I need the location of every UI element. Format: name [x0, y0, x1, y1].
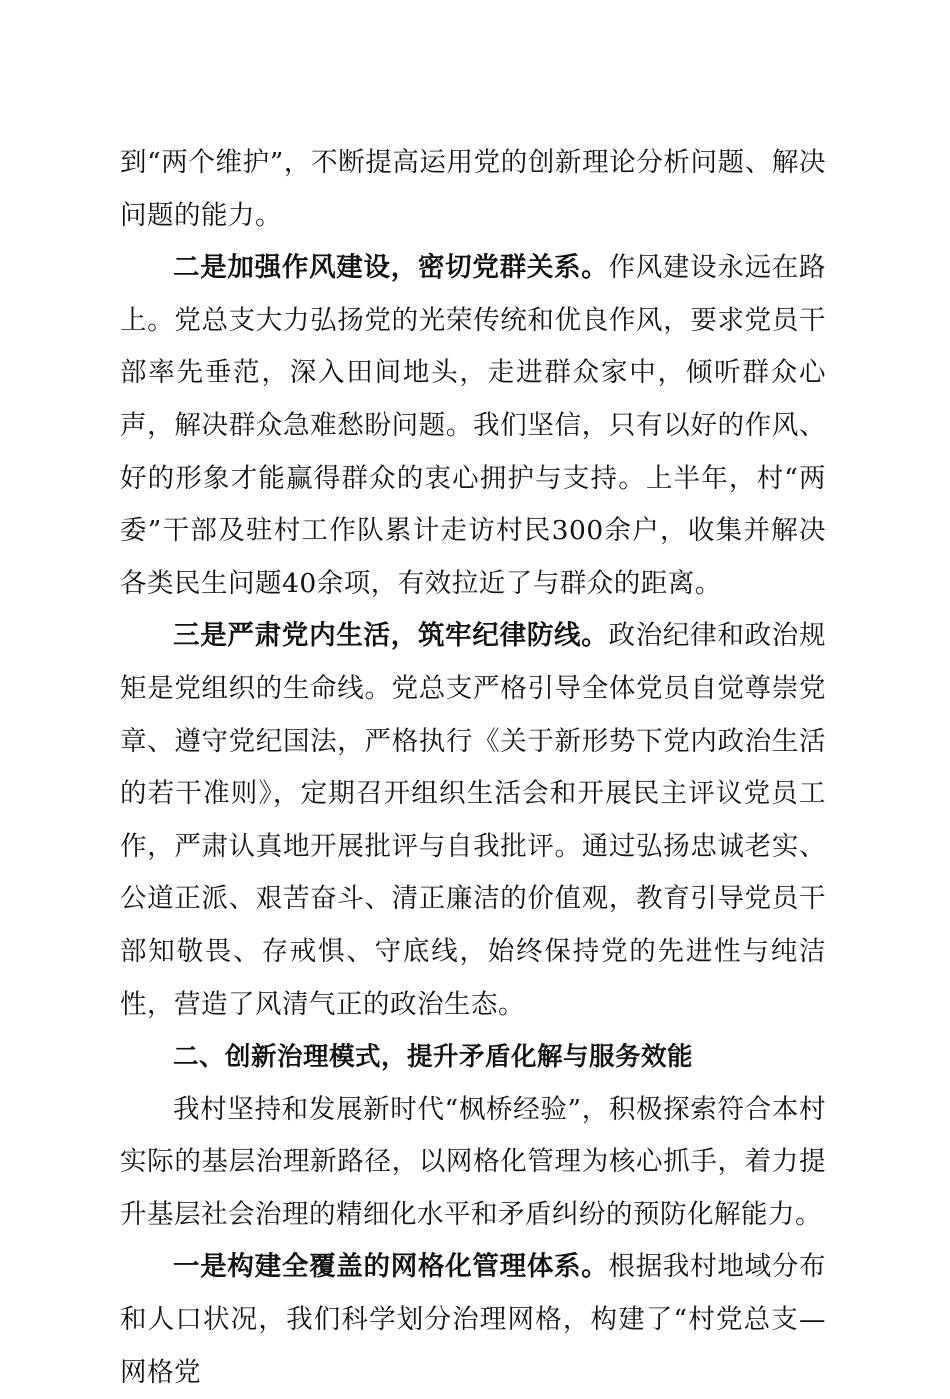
- document-body: [120, 137, 826, 1399]
- section-heading: 二、创新治理模式，提升矛盾化解与服务效能: [173, 1042, 694, 1073]
- paragraph-lead: 一是构建全覆盖的网格化管理体系。: [173, 1251, 609, 1283]
- paragraph-grid-management: [120, 1241, 826, 1399]
- paragraph-governance-intro: [120, 1084, 826, 1242]
- paragraph-style-building: [120, 242, 826, 610]
- paragraph-lead: 二是加强作风建设，密切党群关系。: [173, 252, 609, 284]
- paragraph-text: 根据我村地域分布和人口状况，我们科学划分治理网格，构建了“村党总支—网格党: [120, 1251, 827, 1388]
- paragraph-party-discipline: [120, 610, 826, 1031]
- paragraph-text: 作风建设永远在路上。党总支大力弘扬党的光荣传统和优良作风，要求党员干部率先垂范，深入田间地头，走进群众家中，倾听群众心声，解决群众急难愁盼问题。我们坚信，只有以好的作风、好的形象才能赢得群众的衷心拥护与支持。上半年，村“两委”干部及驻村工作队累计走访村民300余户，收集并解决各类民生问题40余项，有效拉近了与群众的距离。: [120, 252, 827, 599]
- paragraph-continuation: [120, 137, 826, 242]
- paragraph-text: 政治纪律和政治规矩是党组织的生命线。党总支严格引导全体党员自觉尊崇党章、遵守党纪国法，严格执行《关于新形势下党内政治生活的若干准则》，定期召开组织生活会和开展民主评议党员工作，严肃认真地开展批评与自我批评。通过弘扬忠诚老实、公道正派、艰苦奋斗、清正廉洁的价值观，教育引导党员干部知敬畏、存戒惧、守底线，始终保持党的先进性与纯洁性，营造了风清气正的政治生态。: [120, 620, 827, 1020]
- paragraph-lead: 三是严肃党内生活，筑牢纪律防线。: [173, 620, 609, 652]
- paragraph-text: 我村坚持和发展新时代“枫桥经验”，积极探索符合本村实际的基层治理新路径，以网格化管理为核心抓手，着力提升基层社会治理的精细化水平和矛盾纠纷的预防化解能力。: [120, 1093, 826, 1230]
- paragraph-text: 到“两个维护”，不断提高运用党的创新理论分析问题、解决问题的能力。: [120, 147, 826, 231]
